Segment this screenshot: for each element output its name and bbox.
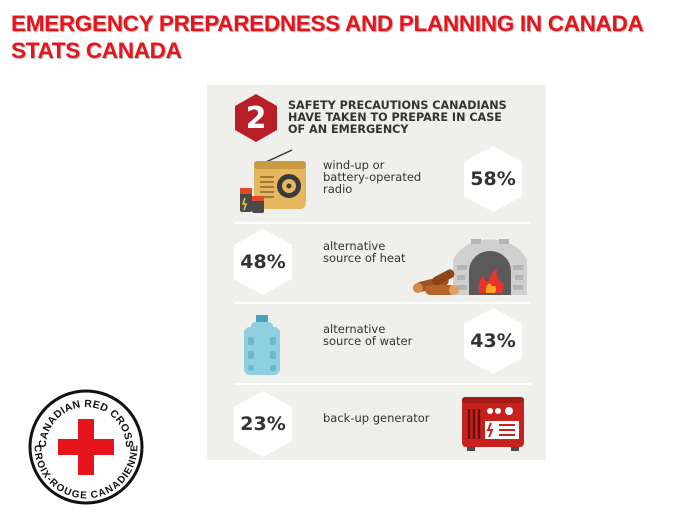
radio-icon <box>232 148 308 218</box>
precaution-label-generator <box>323 412 453 424</box>
precaution-label-radio <box>323 159 453 195</box>
logo-text-bottom: CROIX-ROUGE CANADIENNE <box>31 444 141 502</box>
slide-title-line-2: STATS CANADA <box>11 38 182 63</box>
red-cross-logo-icon <box>27 388 145 506</box>
row-divider <box>234 383 531 385</box>
cross-horizontal <box>58 439 114 455</box>
label-line: alternative <box>323 239 386 253</box>
label-line: alternative <box>323 322 386 336</box>
label-line: battery-operated <box>323 170 422 184</box>
label-line: source of water <box>323 334 413 348</box>
water-jug-icon <box>241 313 283 379</box>
heading-line-1: SAFETY PRECAUTIONS CANADIANS <box>288 99 507 112</box>
percent-water: 43% <box>470 330 516 352</box>
percent-heat: 48% <box>240 251 286 273</box>
heading-line-2: HAVE TAKEN TO PREPARE IN CASE <box>288 111 502 124</box>
label-line: radio <box>323 182 353 196</box>
row-divider <box>234 302 531 304</box>
label-line: wind-up or <box>323 158 385 172</box>
slide-title <box>11 10 643 64</box>
infographic-panel <box>207 85 546 460</box>
infographic-number: 2 <box>245 100 267 136</box>
precaution-label-water <box>323 323 453 347</box>
percent-generator: 23% <box>240 413 286 435</box>
generator-icon <box>459 393 527 453</box>
row-divider <box>234 222 531 224</box>
label-line: back-up generator <box>323 411 430 425</box>
logo-text-top: CANADIAN RED CROSS <box>36 397 136 448</box>
label-line: source of heat <box>323 251 406 265</box>
heading-line-3: OF AN EMERGENCY <box>288 123 409 136</box>
percent-radio: 58% <box>470 168 516 190</box>
slide-title-line-1: EMERGENCY PREPAREDNESS AND PLANNING IN CANADA <box>11 11 644 36</box>
fireplace-icon <box>409 231 529 297</box>
infographic-heading <box>288 100 528 136</box>
